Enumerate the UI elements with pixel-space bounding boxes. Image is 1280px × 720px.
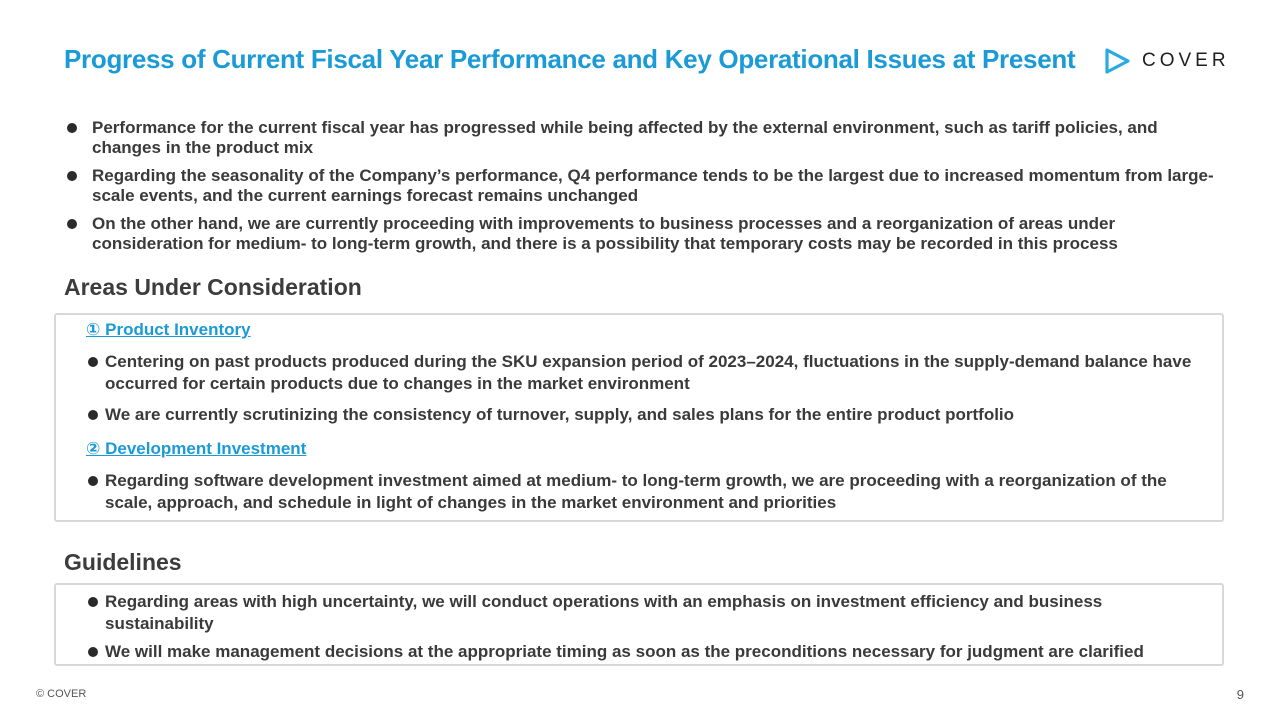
bullet-text: On the other hand, we are currently proceeding with improvements to business processes and a reorganization of areas under consideration for medium- to long-term growth, and there is a possibility that temporary costs may be recorded in this process xyxy=(92,214,1118,253)
bullet-text: Regarding areas with high uncertainty, we will conduct operations with an emphasis on investment efficiency and business sustainability xyxy=(105,592,1103,633)
copyright-text: © COVER xyxy=(36,688,87,700)
product-inventory-heading: ① Product Inventory xyxy=(86,320,251,339)
intro-bullet xyxy=(64,118,1224,158)
development-investment-heading: ② Development Investment xyxy=(86,439,307,458)
guideline-item xyxy=(88,641,1215,663)
bullet-dot-icon xyxy=(88,597,98,607)
areas-list-item xyxy=(88,351,1215,395)
intro-bullet xyxy=(64,214,1224,254)
page-number: 9 xyxy=(1236,687,1244,702)
areas-list-item xyxy=(88,404,1215,426)
guidelines-heading: Guidelines xyxy=(64,549,182,575)
intro-bullet-list xyxy=(64,118,1224,262)
page-title: Progress of Current Fiscal Year Performance and Key Operational Issues at Present xyxy=(64,44,1076,74)
bullet-dot-icon xyxy=(88,357,98,367)
bullet-dot-icon xyxy=(88,410,98,420)
bullet-dot-icon xyxy=(88,647,98,657)
bullet-text: Centering on past products produced during the SKU expansion period of 2023–2024, fluctuations in the supply-demand balance have occurred for certain products due to changes in the market environment xyxy=(105,352,1192,393)
company-logo xyxy=(1104,47,1230,75)
areas-heading: Areas Under Consideration xyxy=(64,274,362,300)
logo-text: COVER xyxy=(1142,50,1230,71)
bullet-text: Regarding the seasonality of the Company’s performance, Q4 performance tends to be the largest due to increased momentum from large-scale events, and the current earnings forecast remains unchanged xyxy=(92,166,1214,205)
guidelines-box xyxy=(54,583,1224,666)
bullet-text: Regarding software development investment aimed at medium- to long-term growth, we are proceeding with a reorganization of the scale, approach, and schedule in light of changes in the market environment and priorities xyxy=(105,471,1167,512)
bullet-dot-icon xyxy=(67,171,77,181)
cover-logo-icon xyxy=(1104,47,1132,75)
areas-list-item xyxy=(88,470,1215,514)
guideline-item xyxy=(88,591,1215,635)
bullet-text: We will make management decisions at the appropriate timing as soon as the preconditions necessary for judgment are clarified xyxy=(105,642,1144,661)
bullet-dot-icon xyxy=(67,123,77,133)
intro-bullet xyxy=(64,166,1224,206)
bullet-dot-icon xyxy=(67,219,77,229)
areas-box xyxy=(54,313,1224,522)
bullet-text: Performance for the current fiscal year has progressed while being affected by the external environment, such as tariff policies, and changes in the product mix xyxy=(92,118,1158,157)
bullet-dot-icon xyxy=(88,476,98,486)
bullet-text: We are currently scrutinizing the consistency of turnover, supply, and sales plans for the entire product portfolio xyxy=(105,405,1015,424)
